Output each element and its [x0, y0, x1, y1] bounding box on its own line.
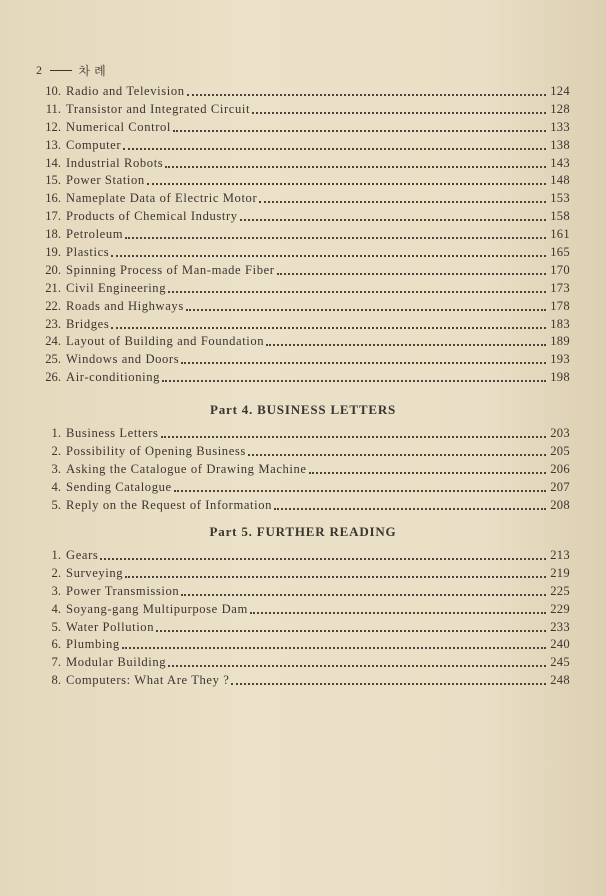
dot-leader [277, 273, 546, 275]
toc-entry [38, 620, 570, 638]
toc-entry-number: 15. [45, 173, 61, 188]
toc-entry-title: Layout of Building and Foundation [66, 334, 265, 349]
toc-entry-number: 22. [45, 298, 61, 313]
toc-entry-title: Plumbing [66, 637, 120, 652]
toc-entry-page: 193 [550, 352, 570, 367]
toc-entry-page: 170 [550, 262, 570, 277]
toc-entry [38, 655, 570, 673]
dot-leader [168, 291, 546, 293]
toc-entry-page: 245 [550, 655, 570, 670]
dot-leader [162, 380, 546, 382]
toc-entry-number: 18. [45, 227, 61, 242]
toc-entry-page: 205 [550, 443, 570, 458]
dot-leader [111, 327, 546, 329]
toc-entry-number: 13. [45, 137, 61, 152]
toc-entry [38, 426, 570, 444]
toc-entry-number: 5. [51, 497, 61, 512]
dot-leader [125, 237, 546, 239]
toc-entry-page: 240 [550, 637, 570, 652]
part4-heading: Part 4. BUSINESS LETTERS [209, 402, 397, 417]
toc-entry-page: 148 [550, 173, 570, 188]
toc-entry [38, 102, 570, 120]
dot-leader [309, 472, 546, 474]
toc-entry [38, 191, 570, 209]
dot-leader [123, 148, 546, 150]
toc-entry-number: 26. [45, 370, 61, 385]
dot-leader [156, 630, 546, 632]
toc-entry [38, 444, 570, 462]
toc-entry-title: Modular Building [66, 655, 167, 670]
toc-entry-number: 11. [45, 101, 61, 116]
toc-entry [38, 602, 570, 620]
dot-leader [181, 362, 546, 364]
toc-entry-title: Gears [66, 548, 99, 562]
toc-list-part5 [38, 548, 570, 691]
toc-entry-title: Surveying [66, 565, 124, 580]
toc-entry-number: 12. [45, 119, 61, 134]
toc-entry-title: Petroleum [66, 227, 124, 242]
dot-leader [250, 612, 546, 614]
part5-heading: Part 5. FURTHER READING [209, 524, 397, 539]
toc-entry-number: 3. [51, 583, 61, 598]
toc-entry-title: Soyang-gang Multipurpose Dam [66, 601, 248, 616]
toc-entry-page: 233 [550, 619, 570, 634]
toc-entry-page: 248 [550, 673, 570, 688]
dot-leader [266, 344, 546, 346]
toc-entry-number: 24. [45, 334, 61, 349]
toc-entry-title: Computers: What Are They ? [66, 673, 230, 688]
toc-list-part4 [38, 426, 570, 515]
toc-entry-title: Spinning Process of Man-made Fiber [66, 262, 275, 277]
dot-leader [186, 309, 546, 311]
toc-entry-number: 21. [45, 280, 61, 295]
toc-entry-page: 128 [550, 101, 570, 116]
toc-entry [38, 673, 570, 691]
dot-leader [181, 594, 546, 596]
dot-leader [122, 647, 546, 649]
toc-entry-number: 5. [51, 619, 61, 634]
dot-leader [252, 112, 546, 114]
toc-entry [38, 138, 570, 156]
dot-leader [173, 130, 546, 132]
toc-entry-title: Plastics [66, 245, 110, 260]
toc-entry-title: Numerical Control [66, 119, 171, 134]
dot-leader [125, 576, 546, 578]
toc-entry [38, 227, 570, 245]
toc-entry-number: 19. [45, 245, 61, 260]
toc-entry-title: Nameplate Data of Electric Motor [66, 191, 258, 206]
toc-entry-title: Bridges [66, 316, 110, 331]
toc-entry-page: 183 [550, 316, 570, 331]
toc-entry-page: 213 [550, 548, 570, 562]
toc-entry-title: Roads and Highways [66, 298, 184, 313]
toc-entry-page: 138 [550, 137, 570, 152]
toc-entry-number: 4. [51, 601, 61, 616]
toc-entry-title: Asking the Catalogue of Drawing Machine [66, 461, 307, 476]
toc-entry-page: 165 [550, 245, 570, 260]
running-header [36, 62, 106, 79]
toc-entry-page: 133 [550, 119, 570, 134]
toc-entry [38, 334, 570, 352]
dot-leader [259, 201, 546, 203]
toc-entry [38, 156, 570, 174]
toc-entry [38, 263, 570, 281]
dot-leader [100, 558, 546, 560]
dot-leader [165, 166, 546, 168]
toc-entry [38, 299, 570, 317]
toc-entry [38, 245, 570, 263]
toc-entry-title: Products of Chemical Industry [66, 209, 238, 224]
toc-entry-number: 2. [51, 443, 61, 458]
toc-entry-number: 7. [51, 655, 61, 670]
toc-entry-page: 198 [550, 370, 570, 385]
dot-leader [231, 683, 546, 685]
toc-entry-number: 4. [51, 479, 61, 494]
dot-leader [174, 490, 546, 492]
dot-leader [248, 454, 546, 456]
toc-entry-page: 153 [550, 191, 570, 206]
toc-entry [38, 370, 570, 388]
toc-entry-title: Possibility of Opening Business [66, 443, 246, 458]
dot-leader [147, 183, 546, 185]
toc-list-part3-continued [38, 84, 570, 388]
toc-entry-page: 143 [550, 155, 570, 170]
toc-entry-title: Business Letters [66, 426, 159, 440]
toc-entry-number: 20. [45, 262, 61, 277]
toc-entry [38, 548, 570, 566]
dot-leader [187, 94, 546, 96]
toc-entry-page: 203 [550, 426, 570, 440]
toc-entry [38, 209, 570, 227]
toc-entry-number: 3. [51, 461, 61, 476]
toc-entry-number: 1. [51, 426, 61, 440]
toc-entry-title: Radio and Television [66, 84, 185, 98]
toc-entry-page: 206 [550, 461, 570, 476]
toc-entry-page: 178 [550, 298, 570, 313]
toc-entry-page: 173 [550, 280, 570, 295]
toc-entry-page: 189 [550, 334, 570, 349]
toc-entry-number: 25. [45, 352, 61, 367]
toc-entry-page: 158 [550, 209, 570, 224]
toc-entry-number: 2. [51, 565, 61, 580]
toc-entry [38, 480, 570, 498]
toc-entry [38, 317, 570, 335]
dot-leader [274, 508, 546, 510]
toc-entry-number: 6. [51, 637, 61, 652]
dot-leader [240, 219, 546, 221]
toc-entry [38, 173, 570, 191]
toc-entry-title: Power Station [66, 173, 145, 188]
toc-entry [38, 566, 570, 584]
toc-entry [38, 462, 570, 480]
toc-entry-page: 208 [550, 497, 570, 512]
toc-entry-title: Reply on the Request of Information [66, 497, 273, 512]
toc-entry-page: 207 [550, 479, 570, 494]
toc-entry-title: Computer [66, 137, 122, 152]
toc-entry [38, 120, 570, 138]
toc-entry-title: Industrial Robots [66, 155, 164, 170]
toc-entry-number: 23. [45, 316, 61, 331]
toc-entry-page: 229 [550, 601, 570, 616]
dot-leader [111, 255, 546, 257]
toc-entry-page: 219 [550, 565, 570, 580]
toc-entry [38, 637, 570, 655]
toc-entry-title: Windows and Doors [66, 352, 180, 367]
toc-entry-title: Transistor and Integrated Circuit [66, 101, 251, 116]
toc-entry-title: Power Transmission [66, 583, 180, 598]
toc-entry-number: 1. [51, 548, 61, 562]
toc-entry [38, 84, 570, 102]
dot-leader [168, 665, 546, 667]
toc-entry [38, 352, 570, 370]
toc-entry-title: Sending Catalogue [66, 479, 172, 494]
toc-entry [38, 281, 570, 299]
toc-entry-title: Air-conditioning [66, 370, 160, 385]
toc-entry [38, 498, 570, 516]
toc-entry-title: Water Pollution [66, 619, 155, 634]
toc-entry-page: 225 [550, 583, 570, 598]
toc-entry-number: 8. [51, 673, 61, 688]
toc-entry-title: Civil Engineering [66, 280, 167, 295]
toc-entry-number: 17. [45, 209, 61, 224]
toc-entry-page: 161 [550, 227, 570, 242]
toc-entry [38, 584, 570, 602]
dot-leader [161, 436, 547, 438]
toc-entry-number: 16. [45, 191, 61, 206]
toc-entry-number: 10. [45, 84, 61, 98]
header-label: 차 례 [78, 64, 107, 78]
toc-entry-number: 14. [45, 155, 61, 170]
header-page-number: 2 [36, 63, 43, 77]
header-dash [50, 70, 72, 71]
toc-entry-page: 124 [550, 84, 570, 98]
